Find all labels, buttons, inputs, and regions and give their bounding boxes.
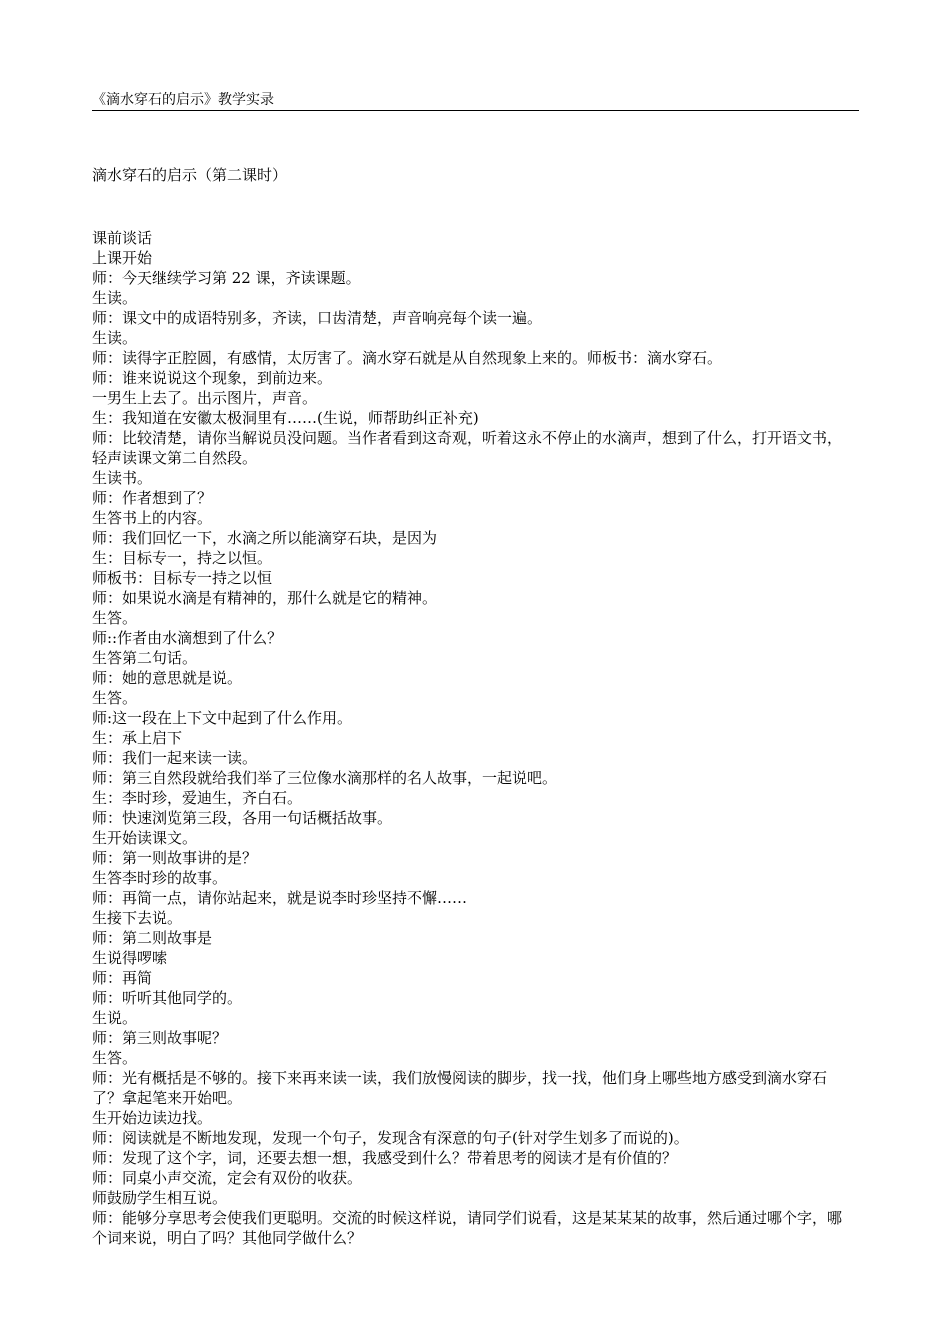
transcript-line: 师：作者想到了？ [92, 489, 213, 507]
transcript-line: 生接下去说。 [92, 909, 183, 927]
transcript-line: 师：课文中的成语特别多，齐读，口齿清楚，声音响亮每个读一遍。 [92, 309, 543, 327]
lesson-title: 滴水穿石的启示（第二课时） [92, 166, 288, 184]
transcript-line: 师：同桌小声交流，定会有双份的收获。 [92, 1169, 363, 1187]
transcript-line: 师：快速浏览第三段，各用一句话概括故事。 [92, 809, 393, 827]
transcript-line: 一男生上去了。出示图片，声音。 [92, 389, 318, 407]
transcript-line: 师：我们一起来读一读。 [92, 749, 258, 767]
transcript-line: 师鼓励学生相互说。 [92, 1189, 228, 1207]
transcript-line: 生答。 [92, 1049, 138, 1067]
transcript-line: 生答李时珍的故事。 [92, 869, 228, 887]
transcript-line: 师：听听其他同学的。 [92, 989, 243, 1007]
transcript-line: 师：如果说水滴是有精神的，那什么就是它的精神。 [92, 589, 438, 607]
transcript-line: 师：第三自然段就给我们举了三位像水滴那样的名人故事，一起说吧。 [92, 769, 558, 787]
transcript-line: 生说。 [92, 1009, 138, 1027]
transcript-line: 生：李时珍，爱迪生，齐白石。 [92, 789, 303, 807]
transcript-line: 师：发现了这个字，词，还要去想一想，我感受到什么？带着思考的阅读才是有价值的？ [92, 1149, 678, 1167]
transcript-line: 师：能够分享思考会使我们更聪明。交流的时候这样说，请同学们说看，这是某某某的故事，然后通过哪个字，哪个词来说，明白了吗？其他同学做什么？ [92, 1209, 843, 1247]
transcript-line: 上课开始 [92, 249, 153, 267]
transcript-body [92, 228, 852, 1248]
transcript-line: 师：谁来说说这个现象，到前边来。 [92, 369, 333, 387]
transcript-line: 生答第二句话。 [92, 649, 198, 667]
transcript-line: 生开始边读边找。 [92, 1109, 213, 1127]
transcript-line: 师：再简一点，请你站起来，就是说李时珍坚持不懈…… [92, 889, 468, 907]
transcript-line: 师：读得字正腔圆，有感情，太厉害了。滴水穿石就是从自然现象上来的。师板书：滴水穿石。 [92, 349, 723, 367]
transcript-line: 师：我们回忆一下，水滴之所以能滴穿石块，是因为 [92, 529, 438, 547]
transcript-line: 师::作者由水滴想到了什么？ [92, 629, 283, 647]
transcript-line: 生读。 [92, 329, 138, 347]
transcript-line: 师：她的意思就是说。 [92, 669, 243, 687]
transcript-line: 生：承上启下 [92, 729, 183, 747]
transcript-line: 师：阅读就是不断地发现，发现一个句子，发现含有深意的句子(针对学生划多了而说的)。 [92, 1129, 689, 1147]
transcript-line: 师：今天继续学习第 22 课，齐读课题。 [92, 269, 361, 287]
transcript-line: 师:这一段在上下文中起到了什么作用。 [92, 709, 353, 727]
transcript-line: 课前谈话 [92, 229, 153, 247]
transcript-line: 生开始读课文。 [92, 829, 198, 847]
transcript-line: 生读。 [92, 289, 138, 307]
transcript-line: 师板书：目标专一持之以恒 [92, 569, 273, 587]
transcript-line: 生说得啰嗦 [92, 949, 168, 967]
transcript-line: 师：第二则故事是 [92, 929, 213, 947]
transcript-line: 生：我知道在安徽太极洞里有……(生说，师帮助纠正补充) [92, 409, 479, 427]
transcript-line: 生答。 [92, 609, 138, 627]
transcript-line: 生：目标专一，持之以恒。 [92, 549, 273, 567]
transcript-line: 师：第一则故事讲的是？ [92, 849, 258, 867]
transcript-line: 师：光有概括是不够的。接下来再来读一读，我们放慢阅读的脚步，找一找，他们身上哪些地方感受到滴水穿石了？拿起笔来开始吧。 [92, 1069, 828, 1107]
transcript-line: 生答书上的内容。 [92, 509, 213, 527]
transcript-line: 生读书。 [92, 469, 153, 487]
transcript-line: 师：再简 [92, 969, 153, 987]
transcript-line: 师：第三则故事呢？ [92, 1029, 228, 1047]
transcript-line: 师：比较清楚，请你当解说员没问题。当作者看到这奇观，听着这永不停止的水滴声，想到了什么，打开语文书，轻声读课文第二自然段。 [92, 429, 843, 467]
transcript-line: 生答。 [92, 689, 138, 707]
page-header: 《滴水穿石的启示》教学实录 [92, 92, 859, 111]
